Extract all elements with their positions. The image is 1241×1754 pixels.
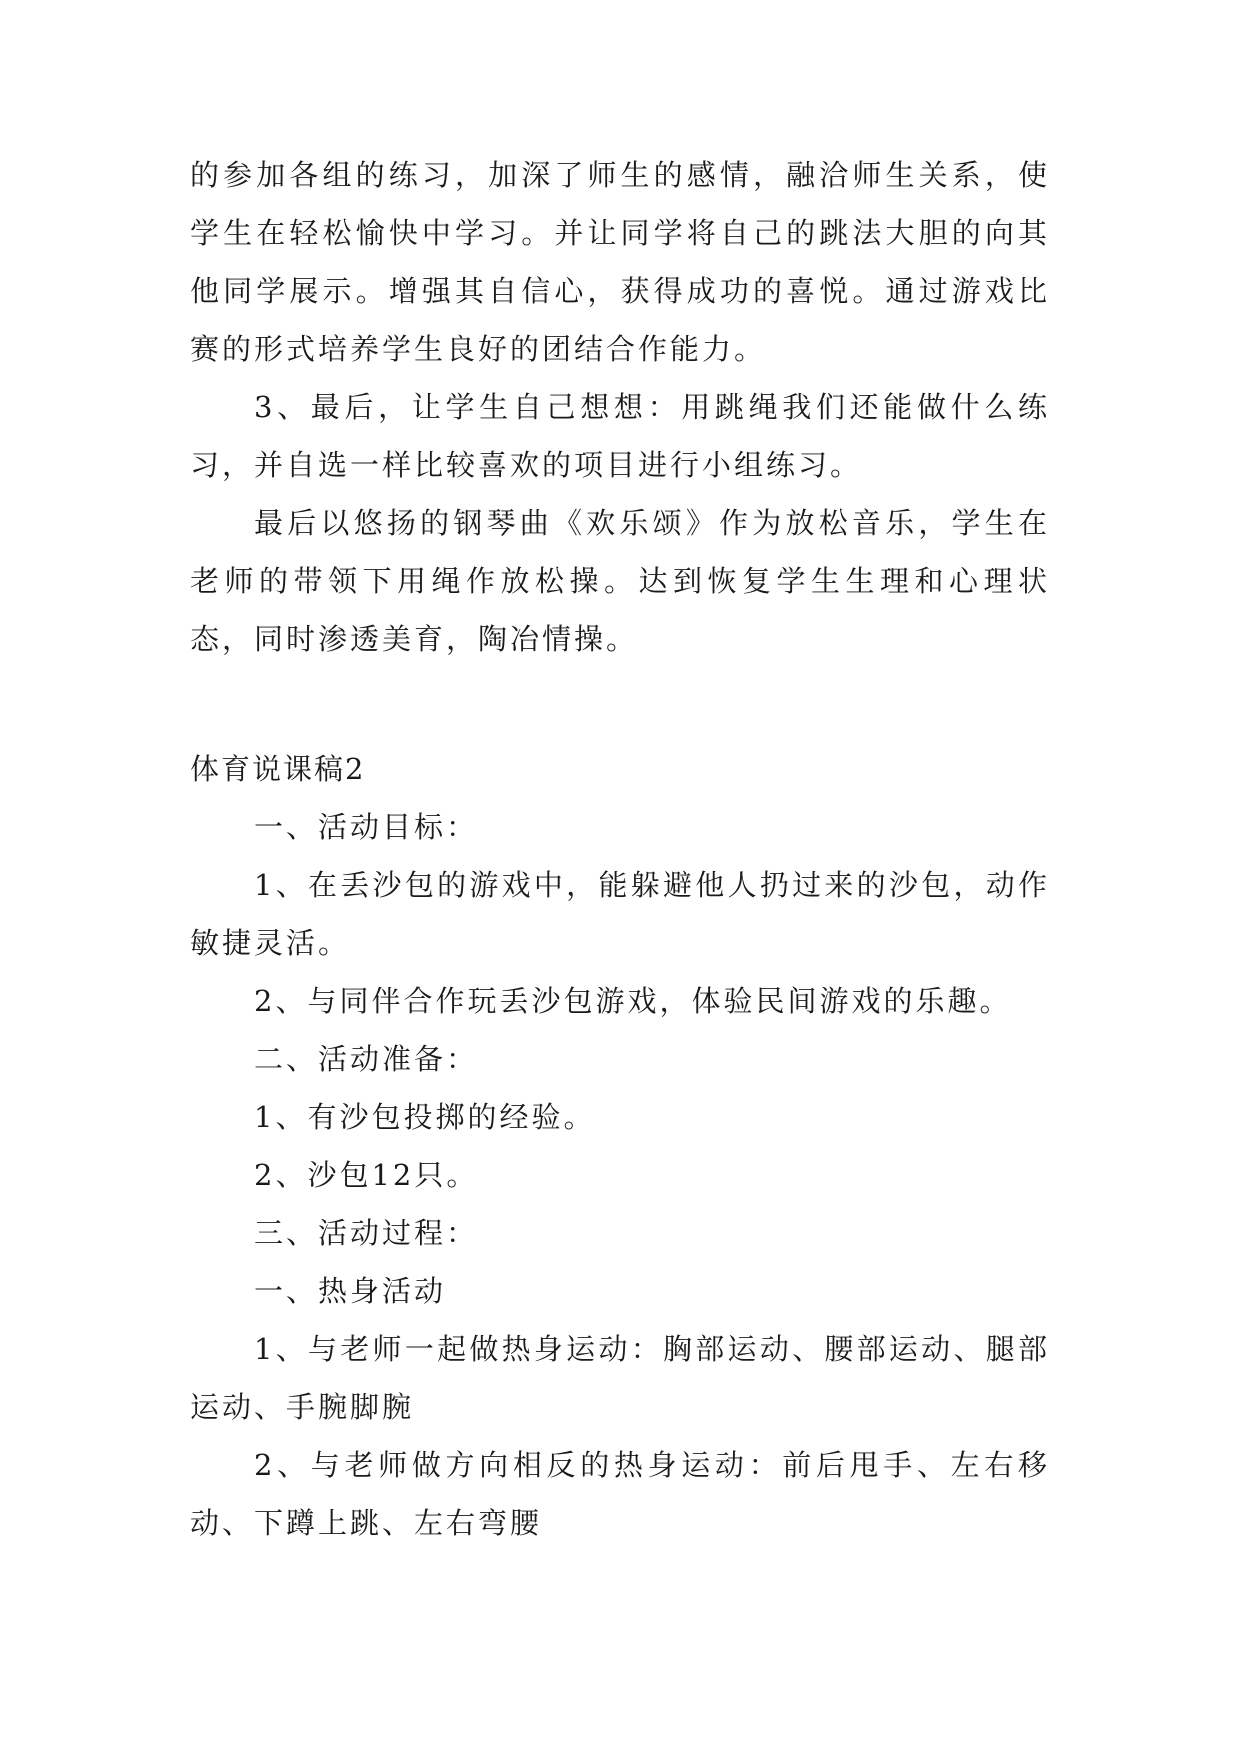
section-title: 体育说课稿2 <box>190 752 366 786</box>
paragraph-2: 3、最后，让学生自己想想：用跳绳我们还能做什么练习，并自选一样比较喜欢的项目进行小组练习。 <box>190 390 1050 482</box>
paragraph-3: 最后以悠扬的钢琴曲《欢乐颂》作为放松音乐，学生在老师的带领下用绳作放松操。达到恢复学生生理和心理状态，同时渗透美育，陶冶情操。 <box>190 506 1050 656</box>
heading-activity-goals: 一、活动目标： <box>254 810 479 844</box>
heading-activity-process: 三、活动过程： <box>254 1216 479 1250</box>
section-2-body <box>190 740 1050 1552</box>
preparation-item-2: 2、沙包12只。 <box>254 1158 479 1192</box>
goal-item-2: 2、与同伴合作玩丢沙包游戏，体验民间游戏的乐趣。 <box>254 984 1012 1018</box>
warmup-item-2: 2、与老师做方向相反的热身运动：前后甩手、左右移动、下蹲上跳、左右弯腰 <box>190 1448 1050 1540</box>
goal-item-1: 1、在丢沙包的游戏中，能躲避他人扔过来的沙包，动作敏捷灵活。 <box>190 868 1050 960</box>
preparation-item-1: 1、有沙包投掷的经验。 <box>254 1100 596 1134</box>
warmup-item-1: 1、与老师一起做热身运动：胸部运动、腰部运动、腿部运动、手腕脚腕 <box>190 1332 1050 1424</box>
paragraph-1: 的参加各组的练习，加深了师生的感情，融洽师生关系，使学生在轻松愉快中学习。并让同学将自己的跳法大胆的向其他同学展示。增强其自信心，获得成功的喜悦。通过游戏比赛的形式培养学生良好的团结合作能力。 <box>190 158 1050 366</box>
subheading-warmup: 一、热身活动 <box>254 1274 447 1308</box>
heading-activity-preparation: 二、活动准备： <box>254 1042 479 1076</box>
section-1-body <box>190 146 1050 668</box>
